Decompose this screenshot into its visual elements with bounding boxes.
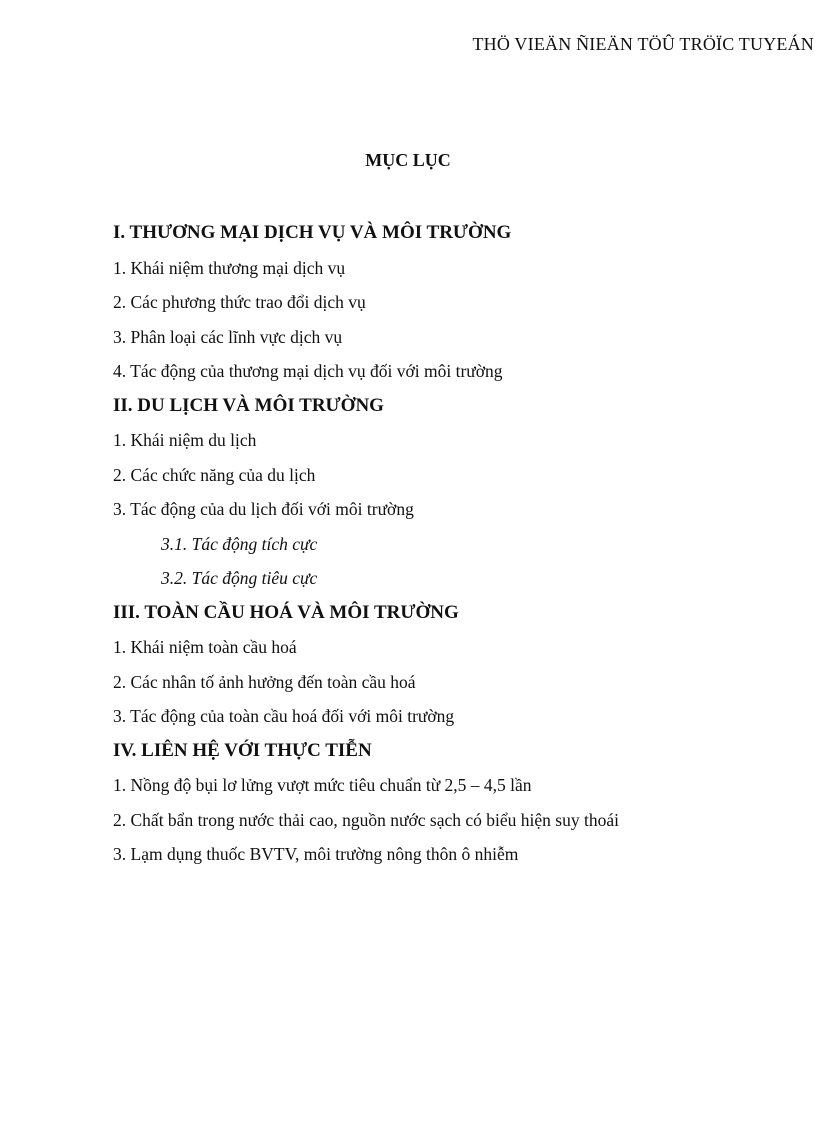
toc-item: 2. Các phương thức trao đổi dịch vụ [113,292,366,312]
toc-item: 1. Khái niệm toàn cầu hoá [113,637,297,657]
toc-section-heading: II. DU LỊCH VÀ MÔI TRƯỜNG [113,394,384,416]
toc-item: 2. Chất bẩn trong nước thải cao, nguồn nước sạch có biểu hiện suy thoái [113,809,619,830]
toc-subitem: 3.1. Tác động tích cực [161,533,318,554]
toc-item: 1. Nồng độ bụi lơ lửng vượt mức tiêu chuẩn từ 2,5 – 4,5 lần [113,775,532,795]
toc-item: 1. Khái niệm thương mại dịch vụ [113,257,346,278]
toc-item: 2. Các nhân tố ảnh hưởng đến toàn cầu hoá [113,671,416,692]
toc-item: 3. Tác động của toàn cầu hoá đối với môi trường [113,706,455,726]
page-title: MỤC LỤC [365,150,451,170]
toc-item: 3. Tác động của du lịch đối với môi trường [113,499,414,519]
toc-item: 3. Lạm dụng thuốc BVTV, môi trường nông thôn ô nhiễm [113,844,519,864]
toc-section-heading: I. THƯƠNG MẠI DỊCH VỤ VÀ MÔI TRƯỜNG [113,222,512,243]
toc-subitem: 3.2. Tác động tiêu cực [161,568,318,588]
toc-item: 2. Các chức năng của du lịch [113,464,316,485]
toc-section-heading: III. TOÀN CẦU HOÁ VÀ MÔI TRƯỜNG [113,601,459,623]
toc-section-heading: IV. LIÊN HỆ VỚI THỰC TIỄN [113,739,372,761]
toc-item: 3. Phân loại các lĩnh vực dịch vụ [113,326,343,347]
toc-item: 1. Khái niệm du lịch [113,430,257,450]
page-header: THÖ VIEÄN ÑIEÄN TÖÛ TRÖÏC TUYEÁN [472,34,814,54]
table-of-contents [113,216,803,872]
toc-item: 4. Tác động của thương mại dịch vụ đối với môi trường [113,361,503,381]
